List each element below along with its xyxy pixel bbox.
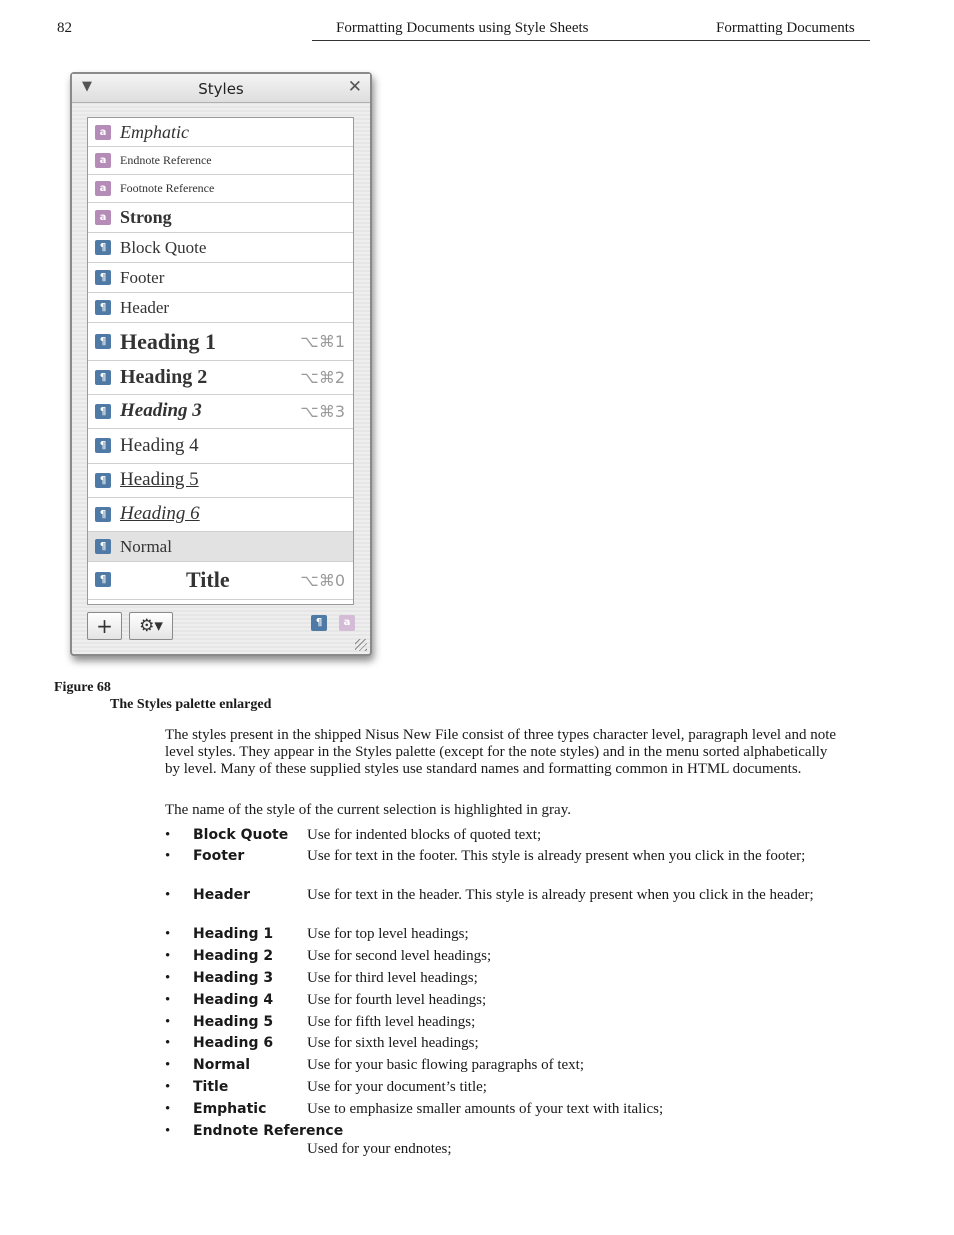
list-item bbox=[165, 1123, 840, 1158]
style-name: Header bbox=[120, 298, 170, 317]
character-style-icon: a bbox=[95, 153, 111, 168]
list-term: Heading 5 bbox=[193, 1014, 274, 1030]
paragraph-style-icon: ¶ bbox=[95, 539, 111, 554]
palette-titlebar[interactable] bbox=[72, 74, 370, 103]
style-name: Footnote Reference bbox=[120, 181, 215, 195]
list-item bbox=[165, 827, 840, 845]
body-paragraph: The name of the style of the current selection is highlighted in gray. bbox=[165, 802, 571, 818]
style-row-heading-4[interactable] bbox=[88, 429, 353, 464]
list-item bbox=[165, 926, 840, 944]
style-name: Heading 2 bbox=[120, 366, 208, 388]
palette-bottom-bar bbox=[87, 612, 355, 644]
style-shortcut: ⌥⌘3 bbox=[300, 402, 345, 421]
list-term: Header bbox=[193, 887, 251, 903]
style-row-strong[interactable] bbox=[88, 203, 353, 233]
list-item bbox=[165, 1079, 840, 1097]
style-shortcut: ⌥⌘1 bbox=[300, 332, 345, 351]
paragraph-style-icon: ¶ bbox=[95, 334, 111, 349]
list-description: Use for third level headings; bbox=[307, 970, 478, 986]
list-term: Heading 3 bbox=[193, 970, 274, 986]
list-description: Use to emphasize smaller amounts of your text with italics; bbox=[307, 1101, 664, 1117]
style-name: Heading 1 bbox=[120, 329, 216, 354]
style-name: Block Quote bbox=[120, 238, 207, 257]
list-term: Block Quote bbox=[193, 827, 289, 843]
style-name: Heading 4 bbox=[120, 435, 199, 456]
bullet: • bbox=[165, 1079, 171, 1095]
character-style-filter-icon[interactable]: a bbox=[339, 615, 355, 631]
gear-menu-button[interactable]: ⚙▾ bbox=[129, 612, 173, 640]
list-item bbox=[165, 1035, 840, 1053]
bullet: • bbox=[165, 948, 171, 964]
list-description: Use for your basic flowing paragraphs of text; bbox=[307, 1057, 585, 1073]
paragraph-style-icon: ¶ bbox=[95, 473, 111, 488]
style-row-header[interactable] bbox=[88, 293, 353, 323]
add-style-button[interactable]: + bbox=[87, 612, 122, 640]
list-item bbox=[165, 887, 840, 905]
triangle-down-icon[interactable]: ▼ bbox=[82, 79, 92, 94]
list-item bbox=[165, 970, 840, 988]
list-item bbox=[165, 1101, 840, 1119]
figure-number: Figure 68 bbox=[54, 680, 111, 695]
list-description: Used for your endnotes; bbox=[307, 1140, 452, 1157]
list-description: Use for second level headings; bbox=[307, 948, 492, 964]
running-header-section: Formatting Documents using Style Sheets bbox=[336, 20, 589, 36]
list-term: Heading 4 bbox=[193, 992, 274, 1008]
paragraph-style-icon: ¶ bbox=[95, 370, 111, 385]
paragraph-style-icon: ¶ bbox=[95, 507, 111, 522]
style-name: Strong bbox=[120, 207, 172, 227]
list-term: Title bbox=[193, 1079, 229, 1095]
list-description: Use for sixth level headings; bbox=[307, 1035, 479, 1051]
style-name: Heading 6 bbox=[120, 503, 200, 524]
style-row-footer[interactable] bbox=[88, 263, 353, 293]
list-item bbox=[165, 1057, 840, 1075]
paragraph-style-icon: ¶ bbox=[95, 300, 111, 315]
list-description: Use for text in the header. This style is already present when you click in the header; bbox=[307, 887, 814, 903]
style-row-title[interactable] bbox=[88, 562, 353, 600]
style-row-heading-2[interactable] bbox=[88, 361, 353, 395]
list-item bbox=[165, 1014, 840, 1032]
bullet: • bbox=[165, 848, 171, 864]
style-row-heading-6[interactable] bbox=[88, 498, 353, 532]
style-name: Title bbox=[186, 567, 230, 592]
bullet: • bbox=[165, 1014, 171, 1030]
bullet: • bbox=[165, 887, 171, 903]
paragraph-style-filter-icon[interactable]: ¶ bbox=[311, 615, 327, 631]
list-description: Use for text in the footer. This style is already present when you click in the footer; bbox=[307, 848, 806, 864]
style-row-block-quote[interactable] bbox=[88, 233, 353, 263]
list-item bbox=[165, 992, 840, 1010]
character-style-icon: a bbox=[95, 210, 111, 225]
styles-list bbox=[87, 117, 354, 605]
style-shortcut: ⌥⌘0 bbox=[300, 571, 345, 590]
style-name: Normal bbox=[120, 537, 172, 556]
bullet: • bbox=[165, 1123, 171, 1139]
character-style-icon: a bbox=[95, 181, 111, 196]
style-name: Heading 5 bbox=[120, 469, 199, 490]
style-row-endnote-reference[interactable] bbox=[88, 147, 353, 175]
running-header-chapter: Formatting Documents bbox=[716, 20, 855, 36]
style-row-heading-5[interactable] bbox=[88, 464, 353, 498]
style-row-normal[interactable] bbox=[88, 532, 353, 562]
page-number: 82 bbox=[57, 20, 72, 36]
style-shortcut: ⌥⌘2 bbox=[300, 368, 345, 387]
list-description: Use for your document’s title; bbox=[307, 1079, 487, 1095]
paragraph-style-icon: ¶ bbox=[95, 404, 111, 419]
bullet: • bbox=[165, 926, 171, 942]
bullet: • bbox=[165, 827, 171, 843]
bullet: • bbox=[165, 970, 171, 986]
list-item bbox=[165, 848, 840, 866]
header-rule bbox=[312, 40, 870, 41]
list-term: Emphatic bbox=[193, 1101, 267, 1117]
list-term: Heading 1 bbox=[193, 926, 274, 942]
list-term: Heading 2 bbox=[193, 948, 274, 964]
figure-caption: The Styles palette enlarged bbox=[110, 697, 272, 712]
style-row-heading-1[interactable] bbox=[88, 323, 353, 361]
paragraph-style-icon: ¶ bbox=[95, 438, 111, 453]
paragraph-style-icon: ¶ bbox=[95, 572, 111, 587]
paragraph-style-icon: ¶ bbox=[95, 270, 111, 285]
style-name: Emphatic bbox=[120, 122, 189, 142]
close-icon[interactable]: ✕ bbox=[347, 77, 362, 97]
bullet: • bbox=[165, 992, 171, 1008]
style-row-emphatic[interactable] bbox=[88, 118, 353, 147]
list-term: Normal bbox=[193, 1057, 251, 1073]
style-name: Endnote Reference bbox=[120, 153, 212, 167]
resize-grip-icon[interactable] bbox=[355, 639, 367, 651]
styles-palette bbox=[70, 72, 372, 656]
style-row-footnote-reference[interactable] bbox=[88, 175, 353, 203]
style-row-heading-3[interactable] bbox=[88, 395, 353, 429]
bullet: • bbox=[165, 1057, 171, 1073]
bullet: • bbox=[165, 1101, 171, 1117]
paragraph-style-icon: ¶ bbox=[95, 240, 111, 255]
list-description: Use for fifth level headings; bbox=[307, 1014, 476, 1030]
character-style-icon: a bbox=[95, 125, 111, 140]
list-item bbox=[165, 948, 840, 966]
list-description: Use for indented blocks of quoted text; bbox=[307, 827, 542, 843]
style-name: Footer bbox=[120, 268, 165, 287]
list-term: Endnote Reference bbox=[193, 1123, 344, 1139]
list-description: Use for top level headings; bbox=[307, 926, 469, 942]
body-paragraph: The styles present in the shipped Nisus New File consist of three types character level, paragraph level and note level styles. They appear in the Styles palette (except for the note styles) and in the menu sorted alphabetically by level. Many of these supplied styles use standard names and formatting common in HTML documents. bbox=[165, 727, 837, 777]
list-term: Heading 6 bbox=[193, 1035, 274, 1051]
palette-title: Styles bbox=[198, 80, 244, 98]
bullet: • bbox=[165, 1035, 171, 1051]
list-description: Use for fourth level headings; bbox=[307, 992, 487, 1008]
style-name: Heading 3 bbox=[120, 400, 202, 421]
list-term: Footer bbox=[193, 848, 245, 864]
